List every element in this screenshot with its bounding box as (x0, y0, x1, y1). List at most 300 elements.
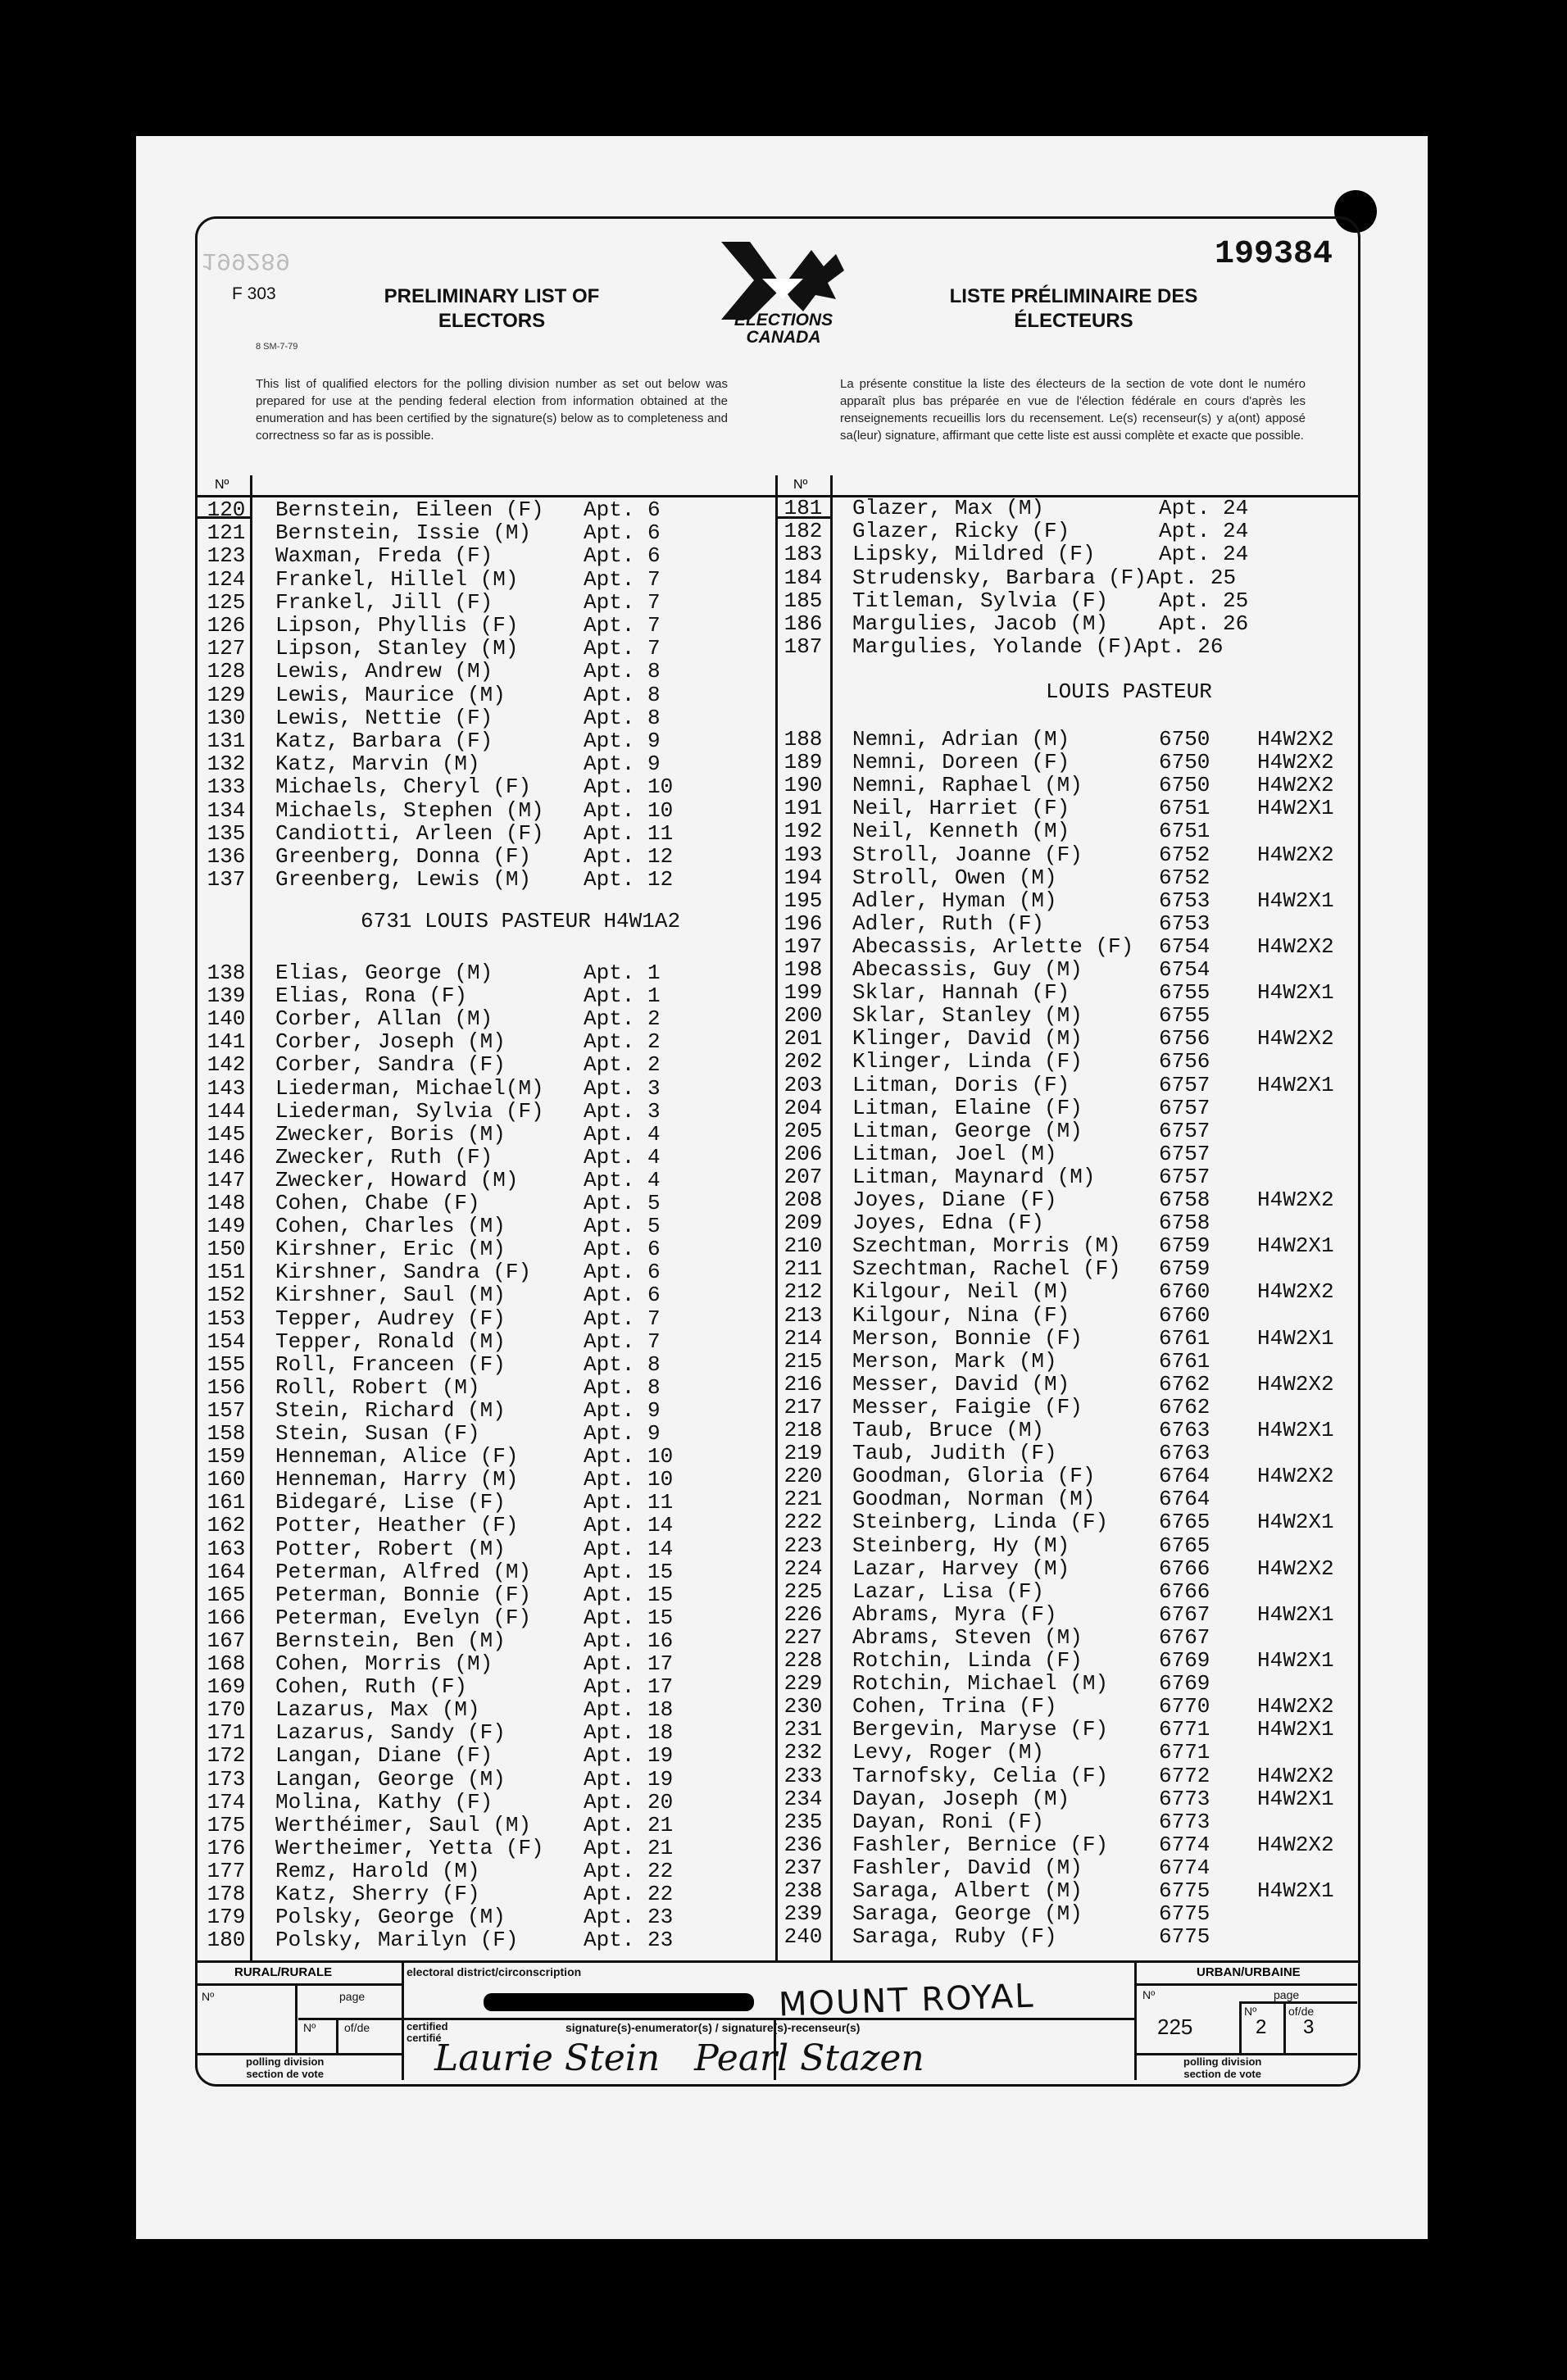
elector-address: 6770 (1159, 1694, 1210, 1719)
elector-name: Lipson, Phyllis (F) (275, 613, 519, 638)
elector-address: Apt. 6 (584, 1260, 661, 1285)
elector-number: 184 (784, 565, 823, 590)
elector-name: Tepper, Audrey (F) (275, 1306, 506, 1331)
elector-name: Wertheimer, Yetta (F) (275, 1835, 544, 1860)
elector-name: Kilgour, Nina (F) (852, 1302, 1070, 1328)
elector-number: 231 (784, 1717, 823, 1742)
elector-name: Michaels, Cheryl (F) (275, 774, 532, 800)
form-code: F 303 (232, 284, 276, 303)
elector-address: 6774 (1159, 1855, 1210, 1880)
elector-number: 134 (207, 797, 246, 823)
elector-address: Apt. 11 (584, 820, 674, 846)
elector-name: Cohen, Trina (F) (852, 1694, 1057, 1719)
elector-address: 6766 (1159, 1578, 1210, 1604)
elector-number: 196 (784, 911, 823, 936)
elector-name: Litman, Elaine (F) (852, 1095, 1083, 1120)
elector-number: 235 (784, 1809, 823, 1834)
elector-name: Tepper, Ronald (M) (275, 1329, 506, 1354)
elector-number: 210 (784, 1233, 823, 1259)
elector-name: Bernstein, Eileen (F) (275, 497, 544, 522)
elector-address: 6759 (1159, 1256, 1210, 1282)
elector-name: Rotchin, Linda (F) (852, 1648, 1083, 1673)
elector-number: 176 (207, 1835, 246, 1860)
elector-number: 123 (207, 543, 246, 569)
elector-number: 174 (207, 1789, 246, 1815)
elector-address: 6769 (1159, 1648, 1210, 1673)
elector-name: Werthéimer, Saul (M) (275, 1812, 532, 1837)
elector-number: 209 (784, 1210, 823, 1236)
elector-name: Fashler, David (M) (852, 1855, 1083, 1880)
elector-postal-code: H4W2X1 (1257, 980, 1334, 1006)
elector-address: Apt. 8 (584, 1351, 661, 1377)
elector-number: 137 (207, 867, 246, 892)
elector-name: Lazar, Harvey (M) (852, 1556, 1070, 1581)
elector-postal-code: H4W2X2 (1257, 1026, 1334, 1051)
elector-name: Tarnofsky, Celia (F) (852, 1763, 1109, 1788)
elector-address: Apt. 7 (584, 636, 661, 661)
elector-number: 237 (784, 1855, 823, 1880)
elector-address: 6775 (1159, 1901, 1210, 1927)
elector-address: Apt. 17 (584, 1674, 674, 1700)
elector-address: Apt. 14 (584, 1513, 674, 1538)
elector-address: Apt. 25 (1159, 588, 1249, 613)
elector-address: 6757 (1159, 1164, 1210, 1189)
elector-number: 171 (207, 1720, 246, 1746)
elector-name: Bergevin, Maryse (F) (852, 1717, 1109, 1742)
form-border (195, 216, 1360, 2087)
elector-number: 141 (207, 1029, 246, 1055)
elector-number: 157 (207, 1397, 246, 1423)
elector-address: Apt. 21 (584, 1812, 674, 1837)
elector-number: 233 (784, 1763, 823, 1788)
elector-number: 191 (784, 796, 823, 821)
district-value: MOUNT ROYAL (778, 1977, 1036, 2024)
elector-name: Saraga, Albert (M) (852, 1878, 1083, 1903)
right-section-heading: LOUIS PASTEUR (1046, 679, 1212, 704)
elector-name: Litman, Joel (M) (852, 1141, 1057, 1166)
elector-postal-code: H4W2X1 (1257, 1601, 1334, 1627)
elector-number: 166 (207, 1605, 246, 1630)
elector-name: Strudensky, Barbara (F)Apt. 25 (852, 565, 1237, 590)
elector-name: Margulies, Jacob (M) (852, 611, 1109, 636)
elector-name: Lipson, Stanley (M) (275, 636, 519, 661)
elector-name: Langan, Diane (F) (275, 1743, 493, 1769)
elector-name: Lazarus, Max (M) (275, 1697, 480, 1723)
elector-address: 6752 (1159, 865, 1210, 890)
elector-name: Lewis, Andrew (M) (275, 659, 493, 684)
elector-name: Nemni, Adrian (M) (852, 727, 1070, 752)
elector-name: Lipsky, Mildred (F) (852, 542, 1096, 567)
elector-name: Saraga, George (M) (852, 1901, 1083, 1927)
elector-number: 215 (784, 1348, 823, 1374)
elector-name: Glazer, Ricky (F) (852, 519, 1070, 544)
elector-address: 6763 (1159, 1418, 1210, 1442)
elector-name: Lazar, Lisa (F) (852, 1578, 1045, 1604)
elector-address: 6775 (1159, 1924, 1210, 1950)
intro-french: La présente constitue la liste des électeurs de la section de vote dont le numéro apparaît plus bas préparée en vue de l'élection fédérale en cours d'après les renseignements recueillis lors du recensement. Le(s) recenseur(s) y a(ont) apposé sa(leur) signature, affirmant que cette liste est aussi complète et exacte que possible. (840, 377, 1306, 443)
elector-number: 148 (207, 1191, 246, 1215)
elector-name: Saraga, Ruby (F) (852, 1924, 1057, 1950)
elector-address: 6765 (1159, 1533, 1210, 1558)
elector-name: Adler, Ruth (F) (852, 911, 1045, 936)
elector-name: Adler, Hyman (M) (852, 888, 1057, 913)
elector-number: 194 (784, 865, 823, 890)
title-french: LISTE PRÉLIMINAIRE DES ÉLECTEURS (949, 285, 1198, 332)
elector-name: Neil, Harriet (F) (852, 796, 1070, 821)
elector-address: 6757 (1159, 1095, 1210, 1120)
elector-name: Zwecker, Boris (M) (275, 1121, 506, 1147)
elector-postal-code: H4W2X1 (1257, 1786, 1334, 1811)
elector-name: Merson, Mark (M) (852, 1348, 1057, 1374)
elector-address: Apt. 8 (584, 1374, 661, 1400)
elector-number: 126 (207, 613, 246, 638)
elector-name: Dayan, Roni (F) (852, 1809, 1045, 1834)
elector-number: 163 (207, 1536, 246, 1561)
elector-number: 159 (207, 1444, 246, 1469)
elector-number: 219 (784, 1441, 823, 1466)
elector-address: Apt. 20 (584, 1789, 674, 1815)
elector-name: Potter, Robert (M) (275, 1536, 506, 1561)
elector-address: Apt. 16 (584, 1628, 674, 1653)
elector-name: Litman, Maynard (M) (852, 1164, 1096, 1189)
elector-name: Messer, Faigie (F) (852, 1394, 1083, 1419)
form-reference: 8 SM-7-79 (256, 342, 298, 352)
elector-postal-code: H4W2X2 (1257, 1832, 1334, 1857)
elector-number: 160 (207, 1467, 246, 1492)
elector-number: 212 (784, 1279, 823, 1305)
elector-address: 6762 (1159, 1371, 1210, 1397)
elector-address: Apt. 6 (584, 520, 661, 546)
elector-address: 6764 (1159, 1464, 1210, 1489)
elector-name: Cohen, Charles (M) (275, 1214, 506, 1239)
elector-number: 149 (207, 1214, 246, 1239)
elector-name: Kirshner, Eric (M) (275, 1237, 506, 1262)
logo-wordmark: ELECTIONS CANADA (734, 311, 833, 347)
elector-name: Taub, Bruce (M) (852, 1418, 1045, 1442)
elector-number: 214 (784, 1325, 823, 1351)
elector-name: Litman, Doris (F) (852, 1072, 1070, 1097)
elector-address: Apt. 5 (584, 1214, 661, 1239)
elector-number: 164 (207, 1559, 246, 1584)
elector-name: Michaels, Stephen (M) (275, 797, 544, 823)
elector-number: 168 (207, 1651, 246, 1676)
elector-number: 188 (784, 727, 823, 752)
elector-address: 6758 (1159, 1188, 1210, 1212)
elector-number: 200 (784, 1003, 823, 1029)
elector-postal-code: H4W2X2 (1257, 773, 1334, 798)
elector-name: Abrams, Myra (F) (852, 1601, 1057, 1627)
elector-address: Apt. 15 (584, 1559, 674, 1584)
elector-postal-code: H4W2X2 (1257, 1279, 1334, 1305)
elector-number: 156 (207, 1374, 246, 1400)
elector-address: Apt. 11 (584, 1490, 674, 1515)
elector-name: Stroll, Joanne (F) (852, 842, 1083, 867)
certified-label: certified certifié (407, 2020, 448, 2044)
elector-name: Stroll, Owen (M) (852, 865, 1057, 890)
elector-name: Merson, Bonnie (F) (852, 1325, 1083, 1351)
elector-number: 230 (784, 1694, 823, 1719)
elector-name: Levy, Roger (M) (852, 1740, 1045, 1765)
elector-name: Langan, George (M) (275, 1766, 506, 1792)
elector-number: 154 (207, 1329, 246, 1354)
elector-address: 6760 (1159, 1279, 1210, 1305)
elector-name: Zwecker, Ruth (F) (275, 1144, 493, 1170)
elector-name: Frankel, Jill (F) (275, 589, 493, 615)
elector-number: 135 (207, 820, 246, 846)
elector-name: Neil, Kenneth (M) (852, 819, 1070, 844)
elector-name: Margulies, Yolande (F)Apt. 26 (852, 634, 1224, 660)
elector-address: 6756 (1159, 1049, 1210, 1074)
elector-address: Apt. 18 (584, 1720, 674, 1746)
elector-address: Apt. 7 (584, 613, 661, 638)
elector-number: 206 (784, 1141, 823, 1166)
elector-name: Lewis, Maurice (M) (275, 682, 506, 707)
elector-address: Apt. 10 (584, 1444, 674, 1469)
elector-postal-code: H4W2X1 (1257, 1648, 1334, 1673)
elector-address: Apt. 23 (584, 1928, 674, 1953)
elector-postal-code: H4W2X1 (1257, 1418, 1334, 1442)
elector-postal-code: H4W2X2 (1257, 1556, 1334, 1581)
elector-number: 144 (207, 1098, 246, 1124)
elector-number: 216 (784, 1371, 823, 1397)
elector-number: 182 (784, 519, 823, 544)
elector-name: Candiotti, Arleen (F) (275, 820, 544, 846)
elector-address: 6767 (1159, 1624, 1210, 1650)
elector-number: 213 (784, 1302, 823, 1328)
elector-address: Apt. 7 (584, 1329, 661, 1354)
elector-number: 142 (207, 1052, 246, 1078)
elector-name: Kilgour, Neil (M) (852, 1279, 1070, 1305)
elector-address: Apt. 5 (584, 1191, 661, 1215)
elector-name: Joyes, Edna (F) (852, 1210, 1045, 1236)
elector-number: 161 (207, 1490, 246, 1515)
elector-postal-code: H4W2X1 (1257, 1510, 1334, 1535)
elector-name: Peterman, Evelyn (F) (275, 1605, 532, 1630)
elector-number: 229 (784, 1671, 823, 1696)
elector-name: Sklar, Hannah (F) (852, 980, 1070, 1006)
elector-name: Molina, Kathy (F) (275, 1789, 493, 1815)
elector-name: Klinger, David (M) (852, 1026, 1083, 1051)
elector-number: 153 (207, 1306, 246, 1331)
elector-name: Klinger, Linda (F) (852, 1049, 1083, 1074)
elector-name: Frankel, Hillel (M) (275, 566, 519, 592)
elector-address: 6761 (1159, 1348, 1210, 1374)
urban-label: URBAN/URBAINE (1197, 1965, 1301, 1979)
elector-name: Lazarus, Sandy (F) (275, 1720, 506, 1746)
elector-number: 240 (784, 1924, 823, 1950)
elector-address: Apt. 18 (584, 1697, 674, 1723)
elector-number: 124 (207, 566, 246, 592)
elector-name: Goodman, Norman (M) (852, 1487, 1096, 1512)
elector-name: Joyes, Diane (F) (852, 1188, 1057, 1212)
elector-number: 186 (784, 611, 823, 636)
elector-name: Goodman, Gloria (F) (852, 1464, 1096, 1489)
elector-name: Greenberg, Lewis (M) (275, 867, 532, 892)
elector-name: Cohen, Chabe (F) (275, 1191, 480, 1215)
elector-number: 127 (207, 636, 246, 661)
elector-number: 151 (207, 1260, 246, 1285)
elector-address: Apt. 6 (584, 1237, 661, 1262)
elector-name: Bernstein, Issie (M) (275, 520, 532, 546)
elector-name: Nemni, Raphael (M) (852, 773, 1083, 798)
elector-postal-code: H4W2X2 (1257, 1371, 1334, 1397)
elector-number: 180 (207, 1928, 246, 1953)
elector-name: Polsky, Marilyn (F) (275, 1928, 519, 1953)
elector-address: Apt. 12 (584, 867, 674, 892)
elector-address: Apt. 22 (584, 1882, 674, 1906)
elector-name: Peterman, Alfred (M) (275, 1559, 532, 1584)
elector-postal-code: H4W2X2 (1257, 933, 1334, 959)
district-label: electoral district/circonscription (407, 1965, 582, 1978)
elector-number: 167 (207, 1628, 246, 1653)
elector-number: 226 (784, 1601, 823, 1627)
elector-name: Cohen, Ruth (F) (275, 1674, 468, 1700)
elector-address: 6754 (1159, 957, 1210, 982)
elector-address: 6756 (1159, 1026, 1210, 1051)
left-section-heading: 6731 LOUIS PASTEUR H4W1A2 (361, 909, 681, 933)
elector-name: Cohen, Morris (M) (275, 1651, 493, 1676)
elector-postal-code: H4W2X1 (1257, 1878, 1334, 1903)
elector-name: Dayan, Joseph (M) (852, 1786, 1070, 1811)
rural-of-label: of/de (344, 2021, 370, 2034)
elector-name: Messer, David (M) (852, 1371, 1070, 1397)
elector-number: 155 (207, 1351, 246, 1377)
elector-address: Apt. 15 (584, 1605, 674, 1630)
elector-address: Apt. 7 (584, 1306, 661, 1331)
elector-number: 227 (784, 1624, 823, 1650)
elector-address: 6750 (1159, 750, 1210, 775)
elector-name: Rotchin, Michael (M) (852, 1671, 1109, 1696)
elector-name: Szechtman, Rachel (F) (852, 1256, 1121, 1282)
elector-name: Stein, Richard (M) (275, 1397, 506, 1423)
faint-form-number: 199289 (202, 246, 291, 274)
elector-address: Apt. 22 (584, 1858, 674, 1883)
elector-address: 6755 (1159, 1003, 1210, 1029)
elector-name: Steinberg, Linda (F) (852, 1510, 1109, 1535)
elector-address: 6765 (1159, 1510, 1210, 1535)
elector-number: 221 (784, 1487, 823, 1512)
elector-address: Apt. 7 (584, 566, 661, 592)
left-no-column-header: Nº (215, 478, 229, 492)
elector-number: 131 (207, 729, 246, 753)
elector-address: Apt. 10 (584, 774, 674, 800)
elector-name: Glazer, Max (M) (852, 496, 1045, 520)
elector-address: Apt. 3 (584, 1075, 661, 1101)
elector-name: Corber, Sandra (F) (275, 1052, 506, 1078)
elector-number: 201 (784, 1026, 823, 1051)
elector-number: 225 (784, 1578, 823, 1604)
elector-address: 6751 (1159, 819, 1210, 844)
elector-number: 199 (784, 980, 823, 1006)
intro-english: This list of qualified electors for the polling division number as set out below was prepared for use at the pending federal election from information obtained at the enumeration and has been certified by the signature(s) below as to completeness and correctness so far as is possible. (256, 377, 728, 443)
elector-address: Apt. 19 (584, 1743, 674, 1769)
elector-number: 128 (207, 659, 246, 684)
rural-label: RURAL/RURALE (234, 1965, 333, 1979)
rural-polling-label: polling division section de vote (246, 2055, 325, 2080)
elector-address: 6762 (1159, 1394, 1210, 1419)
elector-address: 6757 (1159, 1118, 1210, 1143)
elector-postal-code: H4W2X1 (1257, 1072, 1334, 1097)
elector-address: 6764 (1159, 1487, 1210, 1512)
elector-name: Taub, Judith (F) (852, 1441, 1057, 1466)
elector-address: Apt. 6 (584, 543, 661, 569)
elector-name: Szechtman, Morris (M) (852, 1233, 1121, 1259)
elector-address: Apt. 9 (584, 729, 661, 753)
elector-number: 192 (784, 819, 823, 844)
elector-number: 238 (784, 1878, 823, 1903)
elector-address: Apt. 8 (584, 682, 661, 707)
elector-address: 6750 (1159, 727, 1210, 752)
elector-address: Apt. 7 (584, 589, 661, 615)
elector-address: Apt. 2 (584, 1006, 661, 1032)
elector-number: 145 (207, 1121, 246, 1147)
elector-address: 6750 (1159, 773, 1210, 798)
elector-number: 146 (207, 1144, 246, 1170)
title-english: PRELIMINARY LIST OF ELECTORS (384, 285, 600, 332)
elector-address: Apt. 15 (584, 1582, 674, 1607)
elector-number: 158 (207, 1421, 246, 1446)
elector-number: 125 (207, 589, 246, 615)
elector-postal-code: H4W2X2 (1257, 727, 1334, 752)
elector-address: Apt. 8 (584, 659, 661, 684)
elector-number: 203 (784, 1072, 823, 1097)
elector-address: Apt. 23 (584, 1905, 674, 1930)
elector-postal-code: H4W2X2 (1257, 1763, 1334, 1788)
elector-number: 236 (784, 1832, 823, 1857)
elector-number: 130 (207, 705, 246, 730)
elector-name: Liederman, Michael(M) (275, 1075, 544, 1101)
elector-name: Kirshner, Saul (M) (275, 1283, 506, 1308)
elector-number: 223 (784, 1533, 823, 1558)
elector-name: Sklar, Stanley (M) (852, 1003, 1083, 1029)
signature-label: signature(s)-enumerator(s) / signature(s)-recenseur(s) (565, 2021, 861, 2034)
elector-number: 143 (207, 1075, 246, 1101)
elector-name: Zwecker, Howard (M) (275, 1167, 519, 1192)
enumerator-signatures: Laurie Stein Pearl Stazen (434, 2037, 924, 2079)
elector-number: 205 (784, 1118, 823, 1143)
elector-number: 211 (784, 1256, 823, 1282)
elector-postal-code: H4W2X2 (1257, 1464, 1334, 1489)
elector-name: Stein, Susan (F) (275, 1421, 480, 1446)
elector-number: 198 (784, 957, 823, 982)
elector-name: Elias, Rona (F) (275, 983, 468, 1009)
elector-address: 6760 (1159, 1302, 1210, 1328)
elector-address: Apt. 19 (584, 1766, 674, 1792)
elector-name: Bidegaré, Lise (F) (275, 1490, 506, 1515)
elector-address: 6771 (1159, 1717, 1210, 1742)
elector-name: Abrams, Steven (M) (852, 1624, 1083, 1650)
elector-name: Polsky, George (M) (275, 1905, 506, 1930)
elector-address: Apt. 21 (584, 1835, 674, 1860)
elector-number: 181 (784, 496, 823, 520)
elector-number: 234 (784, 1786, 823, 1811)
elector-name: Elias, George (M) (275, 961, 493, 985)
elector-address: 6773 (1159, 1786, 1210, 1811)
elector-address: Apt. 9 (584, 1421, 661, 1446)
elector-number: 189 (784, 750, 823, 775)
elector-number: 132 (207, 752, 246, 777)
elector-name: Steinberg, Hy (M) (852, 1533, 1070, 1558)
elector-address: Apt. 26 (1159, 611, 1249, 636)
elector-number: 179 (207, 1905, 246, 1930)
elector-address: 6757 (1159, 1072, 1210, 1097)
elector-name: Litman, George (M) (852, 1118, 1083, 1143)
elector-name: Corber, Allan (M) (275, 1006, 493, 1032)
elector-address: 6753 (1159, 888, 1210, 913)
elector-number: 195 (784, 888, 823, 913)
elector-address: 6775 (1159, 1878, 1210, 1903)
elector-address: 6763 (1159, 1441, 1210, 1466)
